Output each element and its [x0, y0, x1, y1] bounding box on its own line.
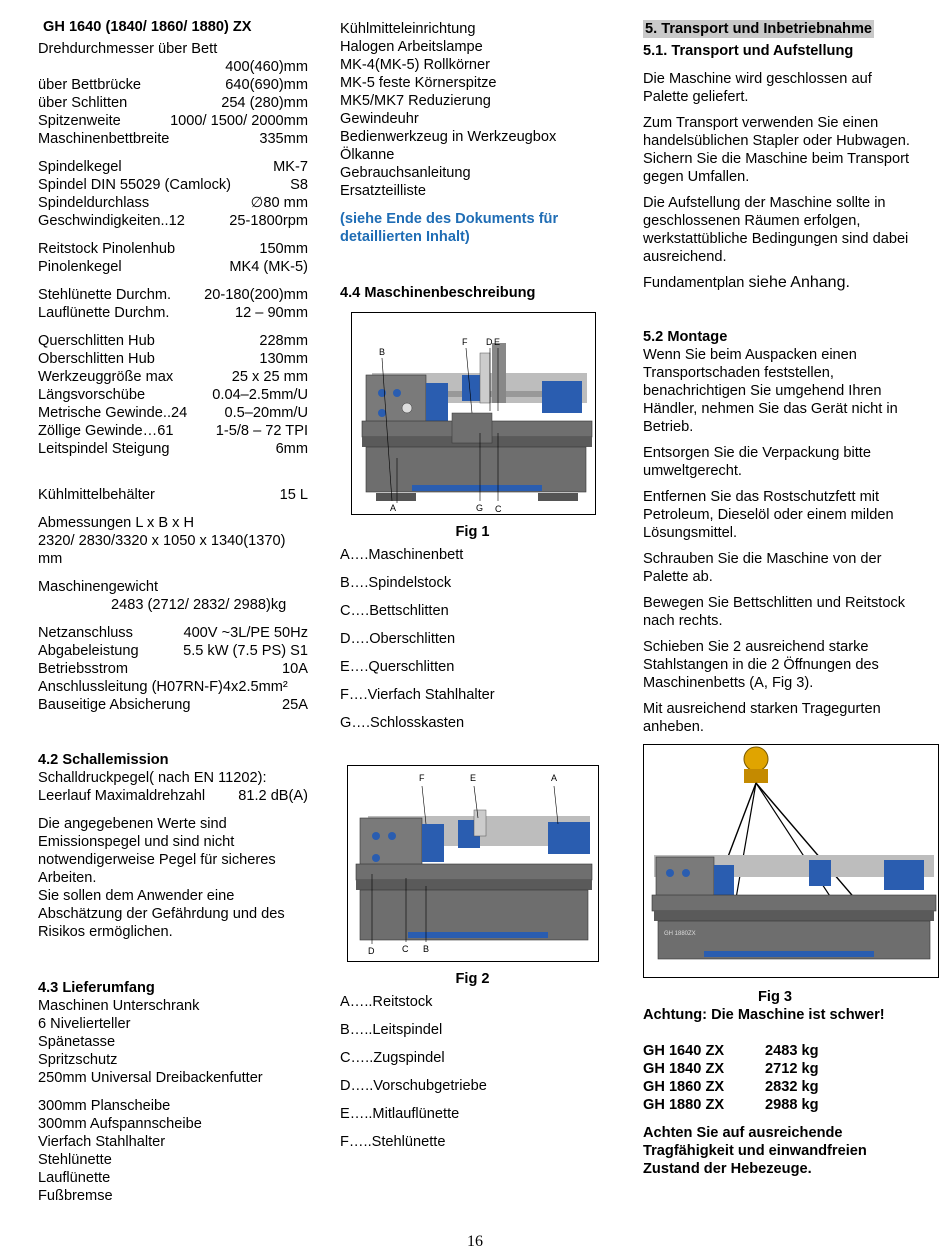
paragraph: Entsorgen Sie die Verpackung bitte umweltgerecht.	[643, 445, 871, 479]
spec-key: Spindelkegel	[38, 159, 122, 175]
spec-key: über Schlitten	[38, 95, 128, 111]
spec-key: Metrische Gewinde..24	[38, 405, 188, 421]
spec-value: 25-1800rpm	[229, 213, 308, 229]
spec-key: Leitspindel Steigung	[38, 441, 170, 457]
spec-key: über Bettbrücke	[38, 77, 142, 93]
description-column	[340, 20, 608, 1156]
spec-row	[38, 422, 308, 440]
spec-key: Zöllige Gewinde…61	[38, 423, 174, 439]
spec-value: 400(460)mm	[225, 59, 308, 75]
list-item: Ersatzteilliste	[340, 183, 426, 199]
weight-row	[643, 1042, 911, 1060]
spec-row	[38, 386, 308, 404]
figure-3-caption: Fig 3	[757, 989, 793, 1005]
fig1-letter: C	[495, 504, 502, 514]
spec-key: Anschlussleitung (H07RN-F)4x2.5mm²	[38, 679, 288, 695]
specs-column	[38, 18, 308, 1205]
weight-value: 2988 kg	[765, 1097, 819, 1113]
paragraph: Schalldruckpegel( nach EN 11202):	[38, 770, 267, 786]
spec-value: 25 x 25 mm	[231, 369, 308, 385]
legend-item: A…..Reitstock	[340, 994, 433, 1010]
weight-value: 2483 kg	[765, 1043, 819, 1059]
list-item: Stehlünette	[38, 1152, 112, 1168]
spec-row	[38, 212, 308, 230]
lathe-illustration	[348, 766, 598, 961]
fig1-letter: B	[379, 347, 386, 357]
weight-model: GH 1880 ZX	[643, 1097, 725, 1113]
spec-key: Spindeldurchlass	[38, 195, 150, 211]
weight-model: GH 1640 ZX	[643, 1043, 725, 1059]
spec-row	[38, 678, 308, 696]
spec-list	[38, 286, 308, 322]
fig1-letter: F	[462, 337, 468, 347]
list-item: 300mm Planscheibe	[38, 1098, 171, 1114]
spec-list	[38, 332, 308, 458]
lathe-illustration	[352, 313, 595, 514]
list-item: MK-4(MK-5) Rollkörner	[340, 57, 491, 73]
spec-key: Geschwindigkeiten..12	[38, 213, 185, 229]
legend-item: F….Vierfach Stahlhalter	[340, 687, 495, 703]
spec-key: Lauflünette Durchm.	[38, 305, 170, 321]
see-end-note: (siehe Ende des Dokuments für detaillierten Inhalt)	[340, 211, 559, 245]
fig2-letter: C	[402, 944, 409, 954]
spec-row	[38, 240, 308, 258]
spec-list	[38, 76, 308, 148]
spec-value: 6mm	[275, 441, 308, 457]
section-heading-maschinenbeschreibung: 4.4 Maschinenbeschreibung	[340, 285, 536, 301]
list-item: Gewindeuhr	[340, 111, 419, 127]
weight-model: GH 1840 ZX	[643, 1061, 725, 1077]
figure-2-legend	[340, 988, 608, 1156]
spec-value: 130mm	[259, 351, 308, 367]
spec-row	[38, 404, 308, 422]
figure-2-caption: Fig 2	[455, 971, 490, 987]
section-heading-lieferumfang: 4.3 Lieferumfang	[38, 980, 155, 996]
list-item: Vierfach Stahlhalter	[38, 1134, 166, 1150]
delivery-list	[38, 997, 308, 1087]
spec-row	[38, 94, 308, 112]
spec-value: 10A	[282, 661, 308, 677]
spec-list	[38, 240, 308, 276]
figure-3-lifting	[643, 744, 939, 978]
list-item: Spritzschutz	[38, 1052, 118, 1068]
legend-item: E….Querschlitten	[340, 659, 455, 675]
spec-value: 0.5–20mm/U	[224, 405, 308, 421]
figure-1-lathe	[351, 312, 596, 515]
list-item: Kühlmitteleinrichtung	[340, 21, 476, 37]
legend-item: G….Schlosskasten	[340, 715, 465, 731]
legend-item: C…..Zugspindel	[340, 1050, 445, 1066]
spec-row	[38, 440, 308, 458]
spec-row	[38, 642, 308, 660]
fig2-letter: E	[470, 773, 477, 783]
spec-row	[38, 176, 308, 194]
spec-key: Längsvorschübe	[38, 387, 146, 403]
spec-row	[38, 258, 308, 276]
spec-value: 640(690)mm	[225, 77, 308, 93]
fig1-letter: E	[494, 337, 501, 347]
spec-value: S8	[290, 177, 308, 193]
list-item: MK5/MK7 Reduzierung	[340, 93, 491, 109]
paragraph-text: Fundamentplan	[643, 275, 749, 291]
spec-row	[38, 158, 308, 176]
paragraph: Zum Transport verwenden Sie einen handelsüblichen Stapler oder Hubwagen. Sichern Sie die Maschine beim Transport gegen Umfallen.	[643, 115, 910, 185]
weight-value: 2712 kg	[765, 1061, 819, 1077]
paragraph: Die angegebenen Werte sind Emissionspegel und sind nicht notwendigerweise Pegel für sicheres Arbeiten.	[38, 816, 276, 886]
spec-value: 5.5 kW (7.5 PS) S1	[183, 643, 308, 659]
spec-row	[38, 112, 308, 130]
delivery-list	[340, 20, 608, 200]
spec-key: Reitstock Pinolenhub	[38, 241, 176, 257]
fig2-letter: B	[423, 944, 430, 954]
spec-value: 12 – 90mm	[234, 305, 308, 321]
list-item: Halogen Arbeitslampe	[340, 39, 483, 55]
weight-model: GH 1860 ZX	[643, 1079, 725, 1095]
list-item: Fußbremse	[38, 1188, 113, 1204]
spec-key: Oberschlitten Hub	[38, 351, 155, 367]
figure-2-lathe	[347, 765, 599, 962]
spec-value: 15 L	[279, 487, 308, 503]
spec-value: 0.04–2.5mm/U	[212, 387, 308, 403]
paragraph: Wenn Sie beim Auspacken einen Transportschaden feststellen, benachrichtigen Sie umgehend Ihren Händler, nehmen Sie das Gerät nicht in Betrieb.	[643, 347, 898, 435]
fig1-letter: D	[486, 337, 493, 347]
spec-key: Werkzeuggröße max	[38, 369, 174, 385]
subsection-heading: 5.1. Transport und Aufstellung	[643, 43, 854, 59]
spec-value: 254 (280)mm	[221, 95, 308, 111]
transport-column	[643, 20, 911, 1178]
warning-heavy: Achtung: Die Maschine ist schwer!	[643, 1007, 885, 1023]
weight-row	[643, 1078, 911, 1096]
spec-key: Leerlauf Maximaldrehzahl	[38, 788, 206, 804]
figure-1-caption: Fig 1	[455, 524, 490, 540]
paragraph-text: siehe Anhang.	[748, 274, 850, 291]
paragraph: Die Aufstellung der Maschine sollte in geschlossenen Räumen erfolgen, werkstattübliche Bedingungen sind dabei ausreichend.	[643, 195, 909, 265]
paragraph: Mit ausreichend starken Tragegurten anheben.	[643, 701, 881, 735]
spec-key: Querschlitten Hub	[38, 333, 155, 349]
weight-value: 2832 kg	[765, 1079, 819, 1095]
spec-value: 335mm	[259, 131, 308, 147]
list-item: Ölkanne	[340, 147, 395, 163]
list-item: Maschinen Unterschrank	[38, 998, 200, 1014]
spec-value: 228mm	[259, 333, 308, 349]
spec-key: Kühlmittelbehälter	[38, 487, 155, 503]
spec-label: Abmessungen L x B x H	[38, 515, 195, 531]
spec-value: 1-5/8 – 72 TPI	[215, 423, 308, 439]
fig2-letter: F	[419, 773, 425, 783]
page-number: 16	[467, 1233, 483, 1250]
paragraph: Bewegen Sie Bettschlitten und Reitstock nach rechts.	[643, 595, 906, 629]
spec-key: Netzanschluss	[38, 625, 133, 641]
spec-row	[38, 787, 308, 805]
spec-label: Drehdurchmesser über Bett	[38, 41, 218, 57]
spec-row	[38, 130, 308, 148]
paragraph	[643, 274, 911, 292]
spec-value: 400V ~3L/PE 50Hz	[183, 625, 308, 641]
fig1-letter: A	[390, 503, 397, 513]
spec-key: Betriebsstrom	[38, 661, 129, 677]
weight-row	[643, 1060, 911, 1078]
legend-item: E…..Mitlauflünette	[340, 1106, 460, 1122]
legend-item: C….Bettschlitten	[340, 603, 449, 619]
final-warning: Achten Sie auf ausreichende Tragfähigkeit und einwandfreien Zustand der Hebezeuge.	[643, 1125, 867, 1177]
list-item: 250mm Universal Dreibackenfutter	[38, 1070, 263, 1086]
list-item: Gebrauchsanleitung	[340, 165, 471, 181]
fig2-letter: D	[368, 946, 375, 956]
legend-item: B…..Leitspindel	[340, 1022, 443, 1038]
list-item: Bedienwerkzeug in Werkzeugbox	[340, 129, 557, 145]
spec-value: 1000/ 1500/ 2000mm	[170, 113, 308, 129]
paragraph: Die Maschine wird geschlossen auf Palette geliefert.	[643, 71, 872, 105]
spec-key: Maschinenbettbreite	[38, 131, 170, 147]
spec-label: Maschinengewicht	[38, 579, 159, 595]
section-title: 5. Transport und Inbetriebnahme	[645, 21, 873, 37]
spec-row	[38, 660, 308, 678]
spec-value: ∅80 mm	[250, 195, 308, 211]
model-title: GH 1640 (1840/ 1860/ 1880) ZX	[43, 19, 252, 35]
spec-row	[38, 486, 308, 504]
spec-row	[38, 332, 308, 350]
spec-value: 2320/ 2830/3320 x 1050 x 1340(1370) mm	[38, 533, 286, 567]
spec-row	[38, 194, 308, 212]
list-item: 300mm Aufspannscheibe	[38, 1116, 202, 1132]
spec-key: Spitzenweite	[38, 113, 121, 129]
legend-item: F…..Stehlünette	[340, 1134, 446, 1150]
paragraph: Sie sollen dem Anwender eine Abschätzung der Gefährdung und des Risikos ermöglichen.	[38, 888, 285, 940]
spec-value: MK-7	[273, 159, 308, 175]
spec-row	[38, 76, 308, 94]
paragraph: Schieben Sie 2 ausreichend starke Stahlstangen in die 2 Öffnungen des Maschinenbetts (A, Fig 3).	[643, 639, 879, 691]
spec-key: Spindel DIN 55029 (Camlock)	[38, 177, 232, 193]
spec-value: 150mm	[259, 241, 308, 257]
fig1-letter: G	[476, 503, 484, 513]
subsection-heading: 5.2 Montage	[643, 329, 728, 345]
spec-row	[38, 286, 308, 304]
spec-value: 25A	[282, 697, 308, 713]
legend-item: B….Spindelstock	[340, 575, 452, 591]
list-item: 6 Nivelierteller	[38, 1016, 131, 1032]
spec-key: Abgabeleistung	[38, 643, 139, 659]
lifting-illustration	[644, 745, 938, 977]
legend-item: A….Maschinenbett	[340, 547, 464, 563]
spec-key: Pinolenkegel	[38, 259, 122, 275]
list-item: MK-5 feste Körnerspitze	[340, 75, 497, 91]
legend-item: D….Oberschlitten	[340, 631, 456, 647]
fig3-machine-label: GH 1880ZX	[664, 931, 696, 937]
list-item: Spänetasse	[38, 1034, 116, 1050]
spec-row	[38, 696, 308, 714]
spec-value: 20-180(200)mm	[204, 287, 308, 303]
spec-value: 81.2 dB(A)	[238, 788, 308, 804]
spec-row	[38, 350, 308, 368]
spec-value: 2483 (2712/ 2832/ 2988)kg	[111, 597, 287, 613]
weight-table	[643, 1042, 911, 1114]
spec-list	[38, 158, 308, 230]
delivery-list	[38, 1097, 308, 1205]
spec-key: Bauseitige Absicherung	[38, 697, 191, 713]
spec-row	[38, 624, 308, 642]
legend-item: D…..Vorschubgetriebe	[340, 1078, 487, 1094]
section-heading-schallemission: 4.2 Schallemission	[38, 752, 169, 768]
paragraph: Schrauben Sie die Maschine von der Palette ab.	[643, 551, 882, 585]
spec-list	[38, 624, 308, 714]
spec-value: MK4 (MK-5)	[229, 259, 308, 275]
figure-1-legend	[340, 541, 608, 737]
weight-row	[643, 1096, 911, 1114]
list-item: Lauflünette	[38, 1170, 111, 1186]
spec-key: Stehlünette Durchm.	[38, 287, 172, 303]
fig2-letter: A	[551, 773, 558, 783]
spec-row	[38, 304, 308, 322]
spec-row	[38, 368, 308, 386]
paragraph: Entfernen Sie das Rostschutzfett mit Petroleum, Dieselöl oder einem milden Lösungsmittel.	[643, 489, 894, 541]
